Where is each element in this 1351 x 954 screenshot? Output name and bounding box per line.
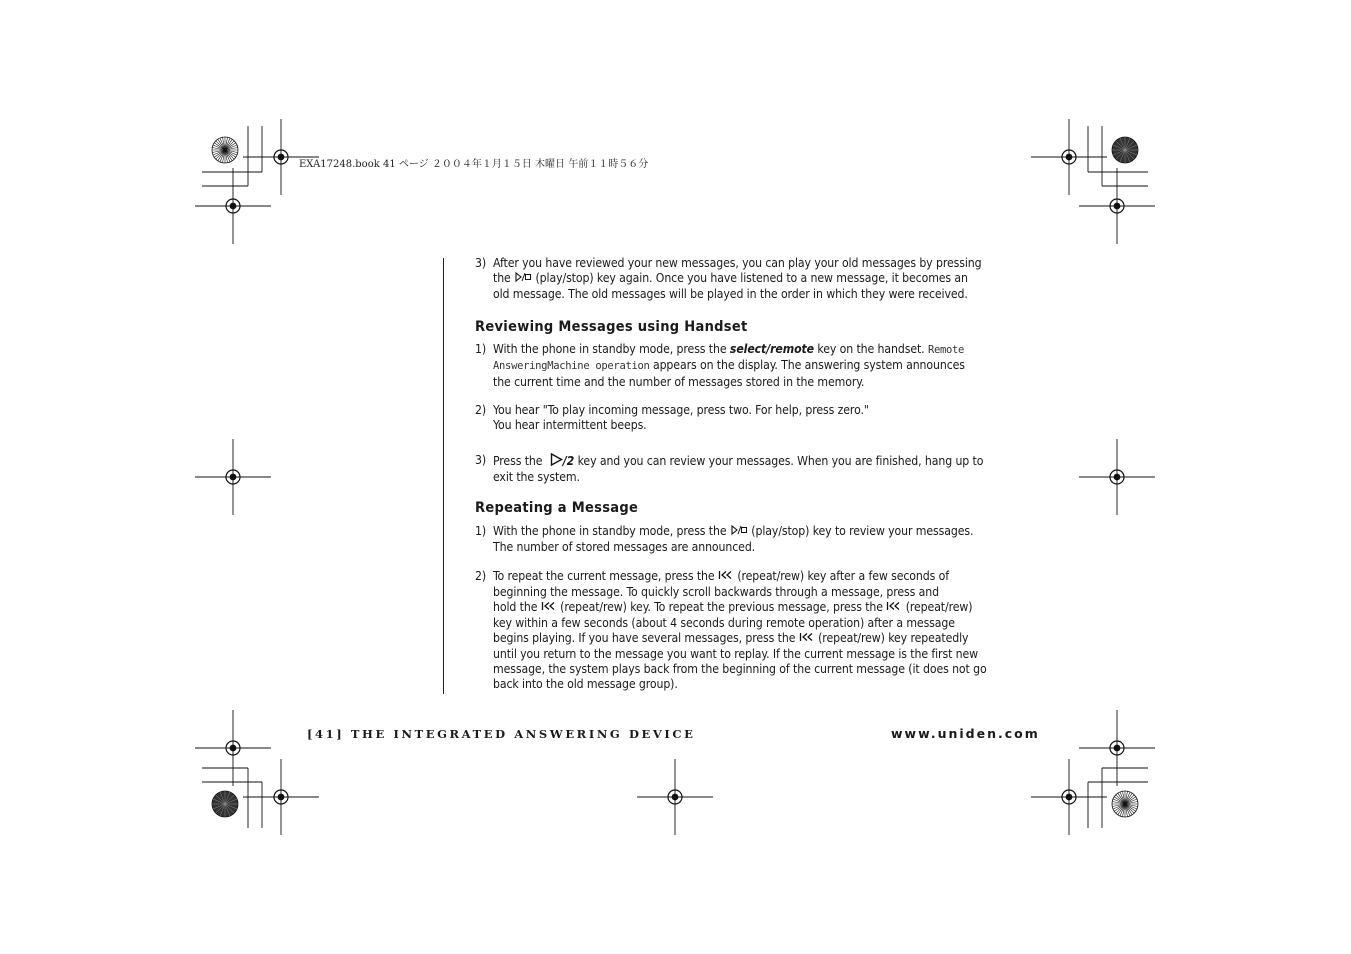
play-stop-icon <box>730 524 748 539</box>
text-line: old message. The old messages will be played in the order in which they were received. <box>493 287 968 302</box>
section-heading-repeat: Repeating a Message <box>475 500 639 516</box>
repeat-rew-icon <box>541 600 557 615</box>
column-rule <box>443 258 444 694</box>
text-line: You hear intermittent beeps. <box>493 418 647 433</box>
text-line: the (play/stop) key again. Once you have listened to a new message, it becomes an <box>493 271 968 286</box>
text-line: message, the system plays back from the beginning of the current message (it does not go <box>493 662 987 677</box>
text-line: back into the old message group). <box>493 677 678 692</box>
text-line: The number of stored messages are announced. <box>493 539 756 554</box>
text-line: With the phone in standby mode, press the select/remote key on the handset. Remote <box>493 342 965 356</box>
text-line: beginning the message. To quickly scroll backwards through a message, press and <box>493 584 939 599</box>
list-item-repeat-2: 2) To repeat the current message, press the (repeat/rew) key after a few seconds of beginning the message. To quickly scroll backwards through a message, press and hold the (repeat/rew) key. To repeat the previous message, press the (repeat/rew) key within a few seconds (about 4 seconds during remote operation) after a message begins playing. If you have several messages, press the (repeat/rew) key repeatedly until you return to the message you want to replay. If the current message is the first new message, the system plays back from the beginning of the current message (it does not go back into the old message group). <box>475 569 1050 693</box>
text-line: You hear "To play incoming message, press two. For help, press zero." <box>493 403 869 417</box>
repeat-rew-icon <box>718 569 734 584</box>
item-number: 3) <box>475 256 487 270</box>
text-line: the current time and the number of messages stored in the memory. <box>493 374 865 389</box>
list-item-handset-3: 3) Press the /2 key and you can review your messages. When you are finished, hang up to exit the system. <box>475 453 1050 486</box>
repeat-rew-icon <box>799 631 815 646</box>
print-header: EXA17248.book 41 ページ ２００４年１月１５日 木曜日 午前１１時５６分 <box>299 159 649 170</box>
text-line: After you have reviewed your new messages, you can play your old messages by pressing <box>493 256 982 270</box>
text-line: To repeat the current message, press the (repeat/rew) key after a few seconds of <box>493 569 949 584</box>
text-line: key within a few seconds (about 4 seconds during remote operation) after a message <box>493 615 955 630</box>
text-line: AnsweringMachine operation appears on the display. The answering system announces <box>493 358 965 373</box>
section-heading-handset: Reviewing Messages using Handset <box>475 319 748 335</box>
list-item-old-messages <box>475 256 1050 302</box>
play-triangle-icon <box>550 453 563 470</box>
text-line: exit the system. <box>493 470 580 485</box>
play-stop-icon <box>514 271 532 286</box>
text-line: begins playing. If you have several messages, press the (repeat/rew) key repeatedly <box>493 631 969 646</box>
repeat-rew-icon <box>886 600 902 615</box>
text-line: With the phone in standby mode, press the (play/stop) key to review your messages. <box>493 524 974 539</box>
key-2-label: /2 <box>562 454 575 469</box>
list-item-handset-2: 2) You hear "To play incoming message, press two. For help, press zero." You hear intermittent beeps. <box>475 403 1050 434</box>
text-line: Press the /2 key and you can review your messages. When you are finished, hang up to <box>493 453 1050 470</box>
text-line: until you return to the message you want to replay. If the current message is the first new <box>493 646 979 661</box>
footer-url: www.uniden.com <box>891 726 1040 741</box>
select-remote-key-label: select/remote <box>729 342 814 356</box>
text-line: hold the (repeat/rew) key. To repeat the previous message, press the (repeat/rew) <box>493 600 973 615</box>
list-item-handset-1: 1) With the phone in standby mode, press the select/remote key on the handset. Remote AnsweringMachine operation appears on the display. The answering system announces the current time and the number of messages stored in the memory. <box>475 342 1050 390</box>
lcd-text: Remote <box>927 344 965 356</box>
lcd-text: AnsweringMachine operation <box>493 360 650 373</box>
footer-page-title: [41] THE INTEGRATED ANSWERING DEVICE <box>307 727 696 741</box>
list-item-repeat-1: 1) With the phone in standby mode, press the (play/stop) key to review your messages. The number of stored messages are announced. <box>475 524 1050 555</box>
